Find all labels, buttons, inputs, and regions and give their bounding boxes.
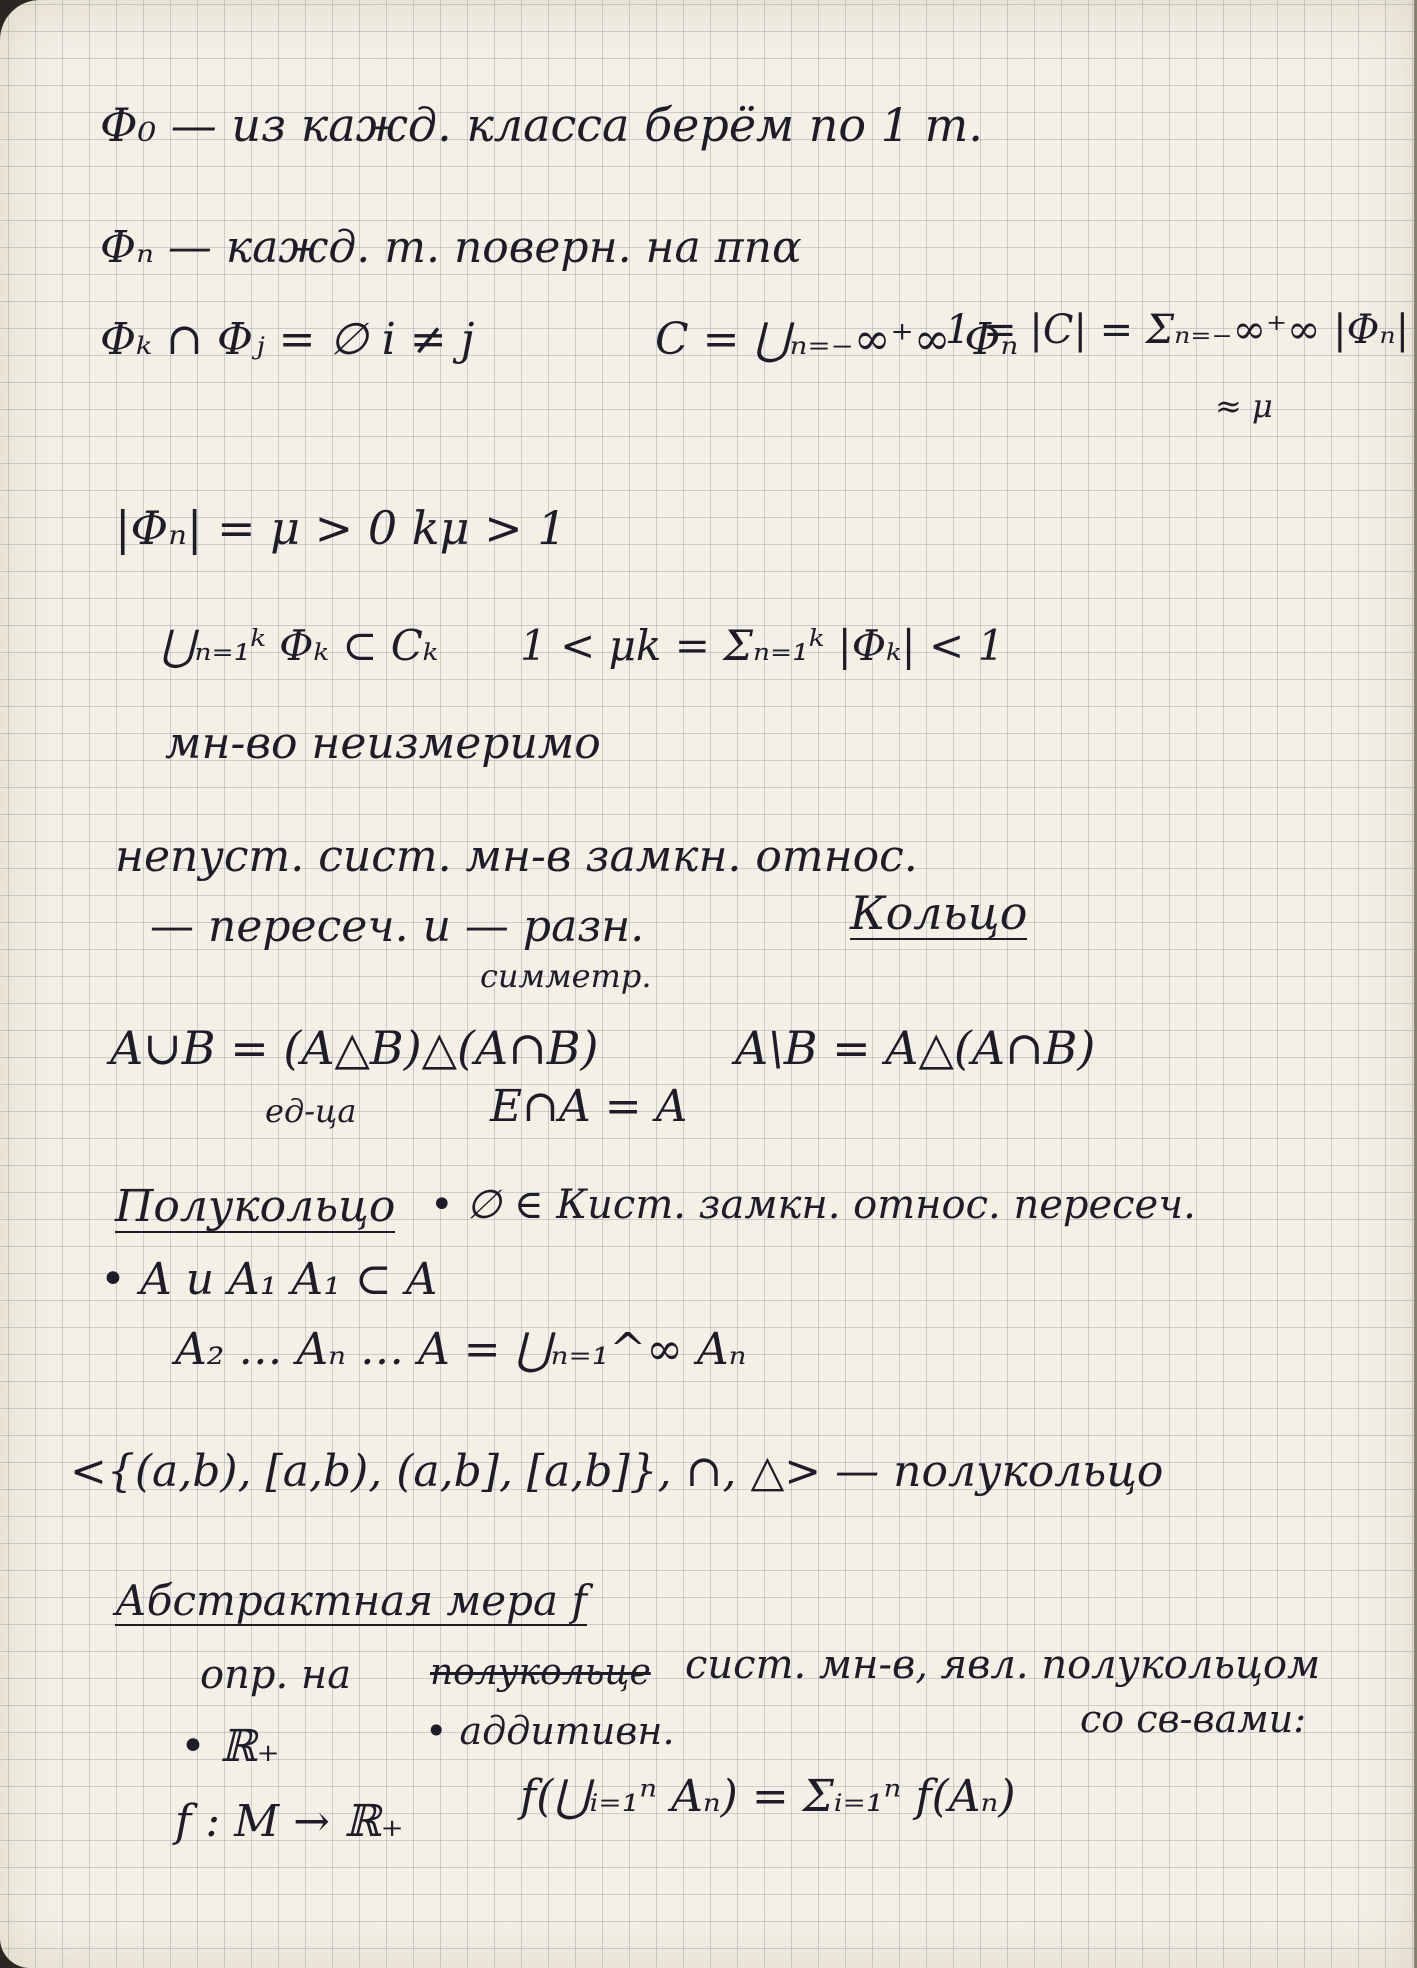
- line-measure-c: 1 = |C| = Σₙ₌₋∞⁺∞ |Φₙ|: [945, 307, 1410, 353]
- line-defined-on: опр. на: [200, 1652, 352, 1698]
- line-additive: • аддитивн.: [425, 1709, 675, 1753]
- line-interval-semiring: <{(a,b), [a,b), (a,b], [a,b]}, ∩, △> — полукольцо: [70, 1446, 1164, 1497]
- line-ring-def: непуст. сист. мн-в замкн. относ.: [115, 831, 918, 882]
- line-unit-identity: E∩A = A: [490, 1081, 688, 1132]
- line-map: f : M → ℝ₊: [175, 1796, 404, 1847]
- line-ring-ops: — пересеч. и — разн.: [150, 901, 645, 952]
- line-union-k: ⋃ₙ₌₁ᵏ Φₖ ⊂ Cₖ: [160, 621, 439, 670]
- heading-ring: Кольцо: [850, 886, 1028, 940]
- heading-abstract-measure: Абстрактная мера f: [115, 1576, 587, 1625]
- line-semiring-prop2: • A и A₁ A₁ ⊂ A: [100, 1254, 438, 1305]
- line-nonneg-reals: • ℝ₊: [180, 1721, 280, 1772]
- line-measure-phin: |Φₙ| = μ > 0 kμ > 1: [115, 501, 567, 555]
- line-nonmeasurable: мн-во неизмеримо: [165, 718, 601, 769]
- line-struck-semiring: полукольце: [430, 1652, 651, 1693]
- line-additivity-formula: f(⋃ᵢ₌₁ⁿ Aₙ) = Σᵢ₌₁ⁿ f(Aₙ): [520, 1771, 1016, 1822]
- line-symmetric: симметр.: [480, 957, 652, 995]
- line-union-c: C = ⋃ₙ₌₋∞⁺∞ Φₙ: [655, 314, 1019, 365]
- line-difference-identity: A\B = A△(A∩B): [735, 1021, 1096, 1075]
- heading-semiring: Полукольцо: [115, 1181, 396, 1232]
- line-contradiction: 1 < μk = Σₙ₌₁ᵏ |Φₖ| < 1: [520, 621, 1005, 670]
- line-phi0: Φ₀ — из кажд. класса берём по 1 т.: [100, 98, 983, 152]
- line-approx-mu: ≈ μ: [1215, 387, 1273, 425]
- line-with-properties: со св-вами:: [1080, 1697, 1307, 1741]
- line-semiring-prop3: A₂ … Aₙ … A = ⋃ₙ₌₁^∞ Aₙ: [175, 1324, 747, 1375]
- line-set-system: сист. мн-в, явл. полукольцом: [685, 1642, 1321, 1688]
- line-union-identity: A∪B = (A△B)△(A∩B): [110, 1021, 599, 1075]
- line-semiring-prop1: • ∅ ∈ Кист. замкн. относ. пересеч.: [430, 1182, 1196, 1228]
- line-unit: ед-ца: [265, 1092, 357, 1130]
- line-intersection: Φₖ ∩ Φⱼ = ∅ i ≠ j: [100, 314, 475, 365]
- line-phin: Φₙ — кажд. т. поверн. на πnα: [100, 222, 802, 273]
